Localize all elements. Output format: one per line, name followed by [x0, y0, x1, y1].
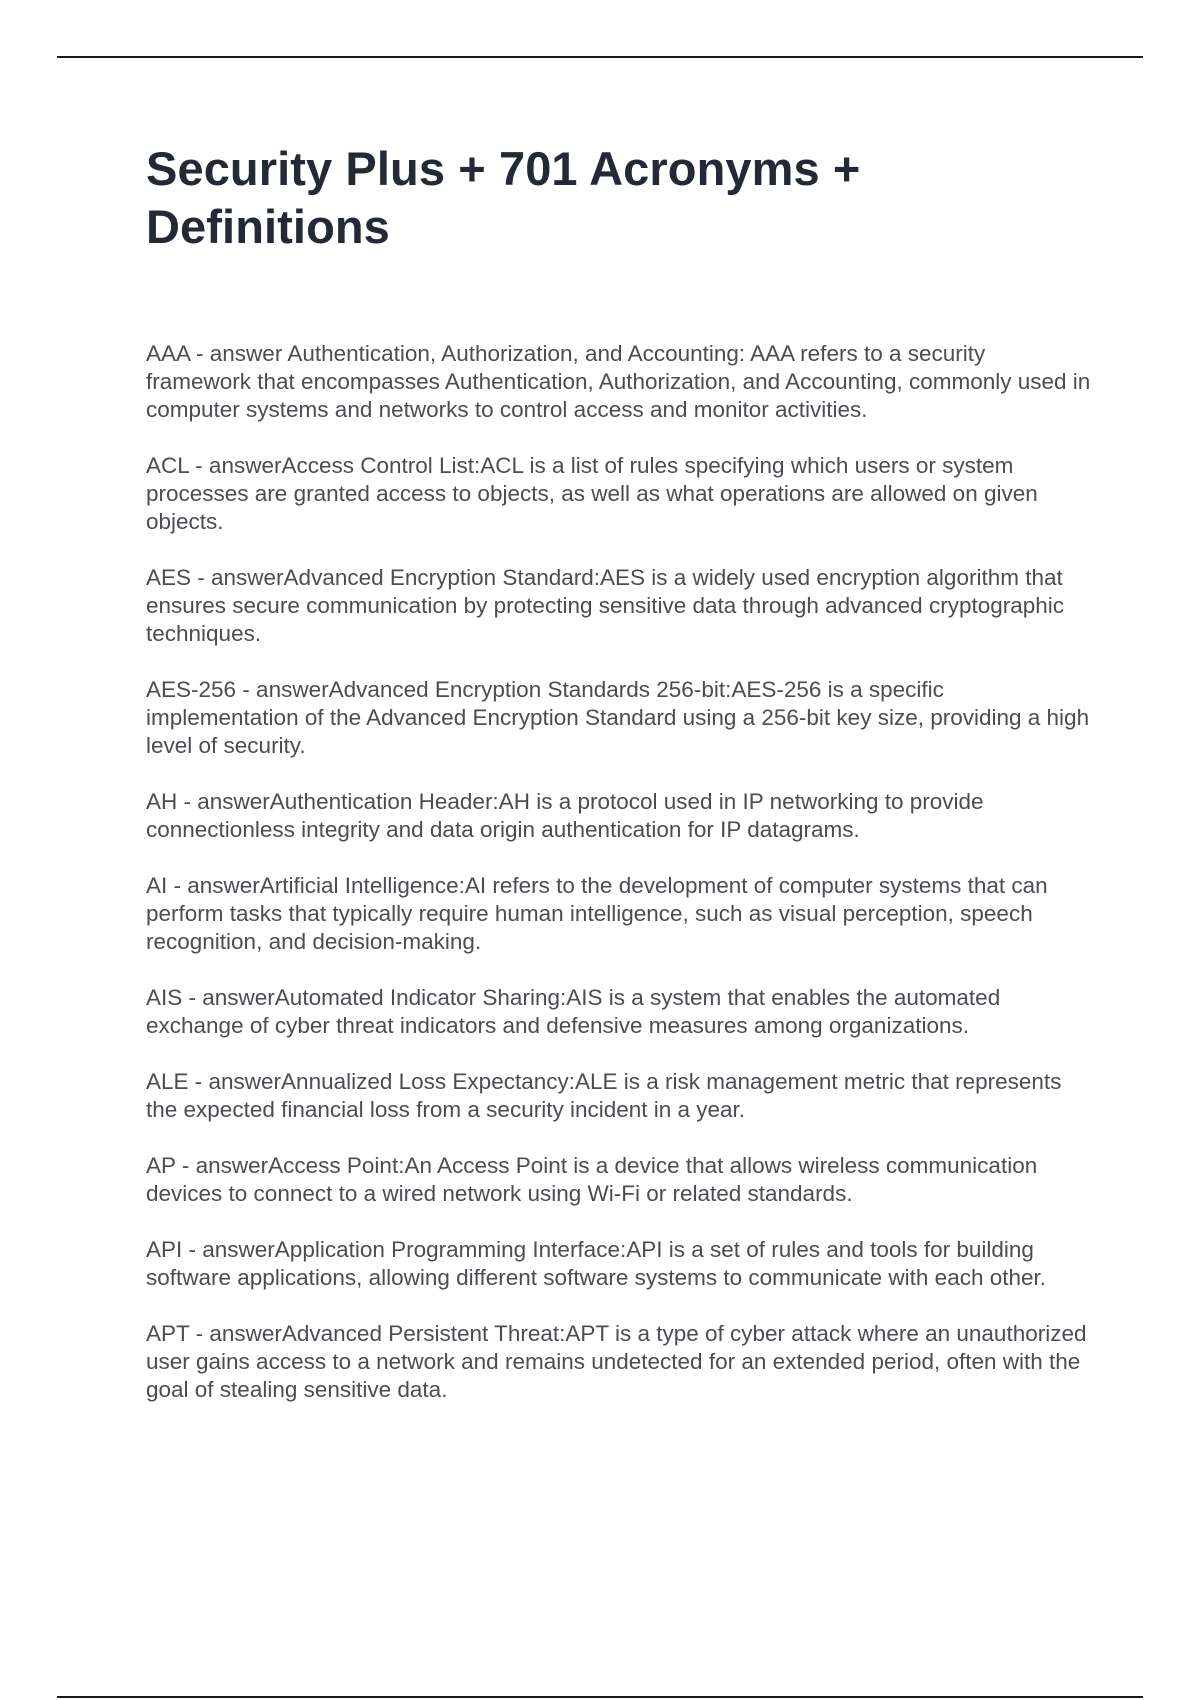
- acronym-entry: AAA - answer Authentication, Authorization, and Accounting: AAA refers to a security framework that encompasses Authentication, Authorization, and Accounting, commonly used in computer systems and networks to control access and monitor activities.: [146, 341, 1091, 422]
- acronym-entry: ACL - answerAccess Control List:ACL is a list of rules specifying which users or system processes are granted access to objects, as well as what operations are allowed on given objects.: [146, 453, 1038, 534]
- acronym-entry: AES - answerAdvanced Encryption Standard:AES is a widely used encryption algorithm that ensures secure communication by protecting sensitive data through advanced cryptographic techniques.: [146, 565, 1065, 646]
- acronym-list: [146, 340, 1096, 1404]
- acronym-entry: AES-256 - answerAdvanced Encryption Standards 256-bit:AES-256 is a specific implementation of the Advanced Encryption Standard using a 256-bit key size, providing a high level of security.: [146, 677, 1090, 758]
- acronym-entry: API - answerApplication Programming Interface:API is a set of rules and tools for building software applications, allowing different software systems to communicate with each other.: [146, 1237, 1047, 1290]
- document-title: Security Plus + 701 Acronyms + Definitions: [146, 142, 861, 253]
- acronym-entry: AI - answerArtificial Intelligence:AI refers to the development of computer systems that can perform tasks that typically require human intelligence, such as visual perception, speech recognition, and decision-making.: [146, 873, 1048, 954]
- top-rule: [57, 56, 1143, 58]
- bottom-rule: [57, 1696, 1143, 1698]
- acronym-entry: APT - answerAdvanced Persistent Threat:APT is a type of cyber attack where an unauthorized user gains access to a network and remains undetected for an extended period, often with the goal of stealing sensitive data.: [146, 1321, 1087, 1402]
- document-body: [146, 140, 1096, 1432]
- acronym-entry: AH - answerAuthentication Header:AH is a protocol used in IP networking to provide connectionless integrity and data origin authentication for IP datagrams.: [146, 789, 984, 842]
- acronym-entry: ALE - answerAnnualized Loss Expectancy:ALE is a risk management metric that represents the expected financial loss from a security incident in a year.: [146, 1069, 1062, 1122]
- acronym-entry: AIS - answerAutomated Indicator Sharing:AIS is a system that enables the automated exchange of cyber threat indicators and defensive measures among organizations.: [146, 985, 1001, 1038]
- acronym-entry: AP - answerAccess Point:An Access Point is a device that allows wireless communication devices to connect to a wired network using Wi-Fi or related standards.: [146, 1153, 1038, 1206]
